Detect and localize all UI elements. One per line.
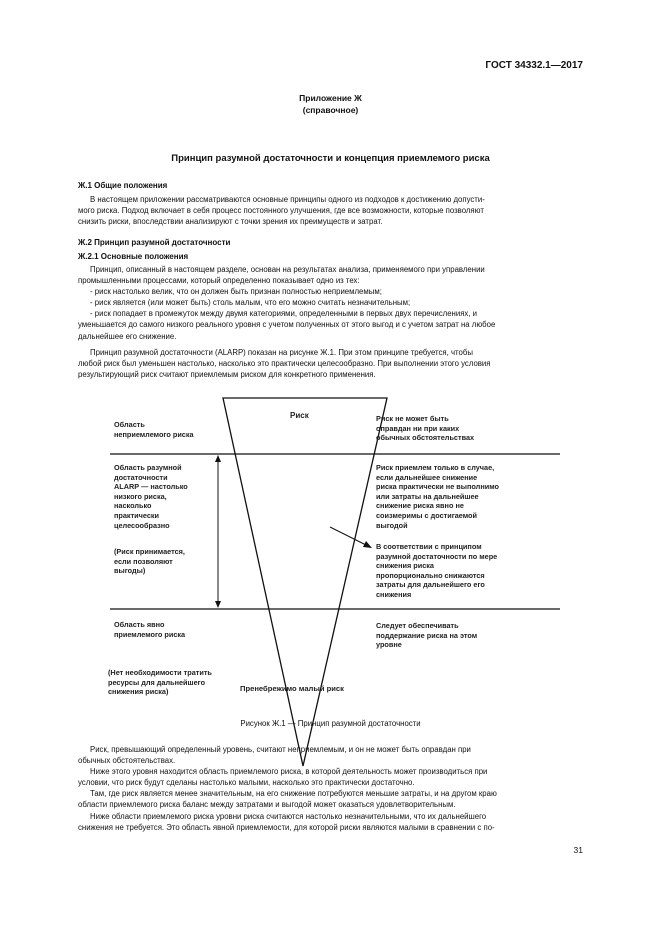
label-line: В соответствии с принципом xyxy=(376,542,482,551)
label-line: если позволяют xyxy=(114,556,173,566)
label-line: уровне xyxy=(376,640,402,650)
text-line: условии, что риск будут сделаны настолько малыми, насколько это практически достаточно. xyxy=(78,778,415,788)
label-line: обычных обстоятельствах xyxy=(376,433,475,443)
label-line: снижения xyxy=(376,589,412,599)
text-line: снизить риски, впоследствии анализируют с точки зрения их преимуществ и затрат. xyxy=(78,217,383,227)
label-line: Область xyxy=(114,420,145,429)
label-line: Риск приемлем только в случае, xyxy=(376,463,495,472)
label-line: Область явно xyxy=(114,620,165,629)
appendix-subtitle: (справочное) xyxy=(302,105,359,115)
label-line: затраты для дальнейшего его xyxy=(376,580,485,590)
text-line: В настоящем приложении рассматриваются основные принципы одного из подходов к достижению допусти- xyxy=(90,195,485,204)
label-line: или затраты на дальнейшее xyxy=(376,491,479,501)
unacceptable-region-label xyxy=(114,420,194,439)
section-1-heading: Ж.1 Общие положения xyxy=(78,181,168,190)
text-line: снижения не требуется. Это область явной приемлемости, для которой риски являются малыми в сравнении с по- xyxy=(78,822,495,832)
list-item: - риск попадает в промежуток между двумя категориями, определенными в первых двух перечислениях, и xyxy=(90,309,478,319)
label-line: Следует обеспечивать xyxy=(376,621,459,630)
label-line: ALARP — настолько xyxy=(114,482,188,492)
text-line: мого риска. Подход включает в себя процесс постоянного улучшения, где все возможности, которые позволяют xyxy=(78,206,484,216)
label-line: выгоды) xyxy=(114,566,146,576)
alarp-region-label xyxy=(114,463,188,530)
text-line: Ниже этого уровня находится область приемлемого риска, в которой деятельность может производиться при xyxy=(90,767,488,777)
label-line: снижения риска xyxy=(376,561,434,571)
text-line: обычных обстоятельствах. xyxy=(78,756,176,766)
label-line: соизмеримы с достигаемой xyxy=(376,510,478,520)
negligible-risk-label: Пренебрежимо малый риск xyxy=(240,684,344,693)
text-line: уменьшается до самого низкого реального уровня с учетом полученных от этого выгод и с учетом затрат на любое xyxy=(78,320,496,330)
label-line: неприемлемого риска xyxy=(114,429,194,439)
label-line: ресурсы для дальнейшего xyxy=(108,677,206,687)
label-line: снижение риска явно не xyxy=(376,501,464,511)
figure-caption: Рисунок Ж.1 — Принцип разумной достаточности xyxy=(240,719,421,728)
document-title: Принцип разумной достаточности и концепция приемлемого риска xyxy=(171,153,490,164)
arrow-head-up xyxy=(215,455,221,462)
label-line: риска практически не выполнимо xyxy=(376,482,499,492)
text-line: результирующий риск считают приемлемым риском для конкретного применения. xyxy=(78,370,376,380)
text-line: любой риск был уменьшен настолько, насколько это практически целесообразно. При выполнении этого условия xyxy=(78,359,491,369)
label-line: (Риск принимается, xyxy=(114,547,185,556)
acceptable-region-note xyxy=(108,668,212,697)
alarp-cost-description xyxy=(376,542,497,600)
page-number: 31 xyxy=(573,845,583,855)
risk-label: Риск xyxy=(290,411,309,420)
list-item: - риск настолько велик, что он должен быть признан полностью неприемлемым; xyxy=(90,287,382,297)
label-line: Риск не может быть xyxy=(376,414,449,423)
label-line: низкого риска, xyxy=(114,491,167,501)
label-line: целесообразно xyxy=(114,520,170,530)
section-2-heading: Ж.2 Принцип разумной достаточности xyxy=(78,238,231,247)
appendix-title: Приложение Ж xyxy=(299,93,362,103)
label-line: пропорционально снижаются xyxy=(376,570,485,580)
alarp-risk-description xyxy=(376,463,499,530)
label-line: практически xyxy=(114,510,160,520)
label-line: насколько xyxy=(114,501,152,511)
text-line: Принцип разумной достаточности (ALARP) показан на рисунке Ж.1. При этом принципе требуется, чтобы xyxy=(90,348,473,357)
standard-number: ГОСТ 34332.1—2017 xyxy=(485,60,583,71)
text-line: Принцип, описанный в настоящем разделе, основан на результатах анализа, применяемого при управлении xyxy=(90,265,485,274)
acceptable-risk-description xyxy=(376,621,477,650)
label-line: (Нет необходимости тратить xyxy=(108,668,212,677)
text-line: промышленными процессами, который определенно показывает одно из тех: xyxy=(78,276,360,286)
text-line: Риск, превышающий определенный уровень, считают неприемлемым, и он не может быть оправдан при xyxy=(90,745,471,754)
label-line: разумной достаточности по мере xyxy=(376,551,498,561)
list-item: - риск является (или может быть) столь малым, что его можно считать незначительным; xyxy=(90,298,411,308)
acceptable-region-label xyxy=(114,620,185,639)
text-line: Там, где риск является менее значительным, на его снижение потребуются меньшие затраты, и на другом краю xyxy=(90,789,497,799)
text-line: области приемлемого риска баланс между затратами и выгодой может оказаться удовлетворительным. xyxy=(78,800,456,810)
label-line: снижения риска) xyxy=(108,687,169,697)
arrow-head-down xyxy=(215,601,221,608)
label-line: поддержание риска на этом xyxy=(376,630,478,640)
unacceptable-risk-description xyxy=(376,414,474,443)
section-2-1-heading: Ж.2.1 Основные положения xyxy=(78,252,189,261)
label-line: приемлемого риска xyxy=(114,629,186,639)
alarp-region-note xyxy=(114,547,185,576)
label-line: достаточности xyxy=(114,472,168,482)
label-line: если дальнейшее снижение xyxy=(376,472,478,482)
pointer-line xyxy=(330,527,366,545)
risk-triangle xyxy=(223,398,387,766)
text-line: Ниже области приемлемого риска уровни риска считаются настолько незначительными, что их дальнейшего xyxy=(90,811,487,821)
label-line: оправдан ни при каких xyxy=(376,423,460,433)
label-line: выгодой xyxy=(376,520,408,530)
text-line: дальнейшее его снижение. xyxy=(78,331,177,341)
closing-text xyxy=(78,744,580,833)
pointer-arrow-head xyxy=(363,541,372,548)
label-line: Область разумной xyxy=(114,463,182,472)
